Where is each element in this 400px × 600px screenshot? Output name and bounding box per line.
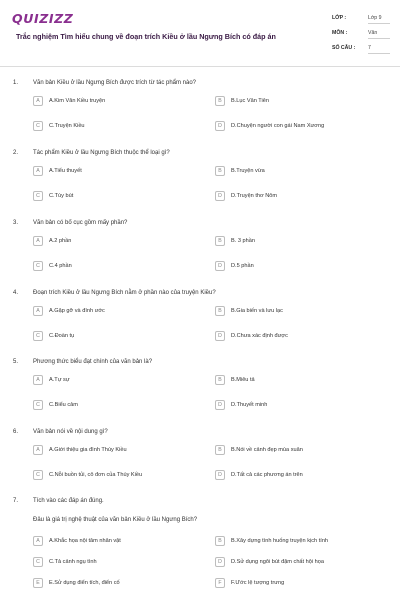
meta-row-class	[332, 13, 390, 28]
question-number: 6.	[13, 429, 19, 435]
option-text: B.Miêu tả	[231, 377, 255, 383]
option-key-box[interactable]: F	[215, 578, 225, 588]
worksheet-meta	[332, 13, 390, 58]
meta-row-subject	[332, 28, 390, 43]
option-c[interactable]	[33, 121, 193, 135]
option-text: A.Gặp gỡ và đính ước	[49, 308, 105, 314]
option-key-box[interactable]: A	[33, 375, 43, 385]
option-a[interactable]	[33, 236, 193, 250]
question-number: 1.	[13, 80, 19, 86]
option-text: D.5 phần	[231, 263, 254, 269]
worksheet-title: Trắc nghiệm Tìm hiểu chung về đoạn trích Kiều ở lầu Ngưng Bích có đáp án	[16, 32, 276, 41]
option-key-box[interactable]: B	[215, 445, 225, 455]
option-d[interactable]	[215, 331, 375, 345]
question-text: Văn bản Kiều ở lầu Ngưng Bích được trích từ tác phẩm nào?	[33, 80, 197, 86]
option-key-box[interactable]: E	[33, 578, 43, 588]
option-text: A.Tự sự	[49, 377, 70, 383]
option-text: C.4 phần	[49, 263, 72, 269]
option-text: C.Nỗi buồn tủi, cô đơn của Thúy Kiều	[49, 472, 143, 478]
meta-label: LỚP :	[332, 15, 347, 21]
option-text: B.Xây dựng tình huống truyện kịch tính	[231, 538, 329, 544]
quizizz-logo[interactable]: QUIZIZZ	[12, 11, 74, 26]
option-d[interactable]	[215, 400, 375, 414]
option-c[interactable]	[33, 400, 193, 414]
option-d[interactable]	[215, 191, 375, 205]
option-key-box[interactable]: C	[33, 121, 43, 131]
option-d[interactable]	[215, 470, 375, 484]
option-text: B.Gia biến và lưu lạc	[231, 308, 283, 314]
option-key-box[interactable]: B	[215, 236, 225, 246]
option-d[interactable]	[215, 261, 375, 275]
question-number: 4.	[13, 290, 19, 296]
option-text: D.Thuyết minh	[231, 402, 268, 408]
option-key-box[interactable]: C	[33, 557, 43, 567]
option-text: D.Truyện thơ Nôm	[231, 193, 278, 199]
option-d[interactable]	[215, 557, 375, 571]
question-text: Văn bản có bố cục gồm mấy phần?	[33, 220, 128, 226]
option-key-box[interactable]: A	[33, 236, 43, 246]
question-number: 3.	[13, 220, 19, 226]
option-key-box[interactable]: B	[215, 375, 225, 385]
option-key-box[interactable]: C	[33, 470, 43, 480]
meta-value: 7	[368, 45, 390, 54]
option-b[interactable]	[215, 96, 375, 110]
option-c[interactable]	[33, 261, 193, 275]
meta-value: Văn	[368, 30, 390, 39]
option-a[interactable]	[33, 375, 193, 389]
option-text: B.Nói về cảnh đẹp mùa xuân	[231, 447, 303, 453]
option-text: B. 3 phần	[231, 238, 255, 244]
option-c[interactable]	[33, 470, 193, 484]
option-text: A.Kim Vân Kiều truyện	[49, 98, 106, 104]
option-key-box[interactable]: D	[215, 191, 225, 201]
option-key-box[interactable]: C	[33, 191, 43, 201]
option-b[interactable]	[215, 536, 375, 550]
option-text: B.Lục Vân Tiên	[231, 98, 269, 104]
option-text: C.Biểu cảm	[49, 402, 78, 408]
option-key-box[interactable]: B	[215, 166, 225, 176]
option-text: A.Giới thiệu gia đình Thúy Kiều	[49, 447, 127, 453]
question-text: Phương thức biểu đạt chính của văn bản là?	[33, 359, 153, 365]
option-a[interactable]	[33, 306, 193, 320]
option-text: F.Ước lệ tượng trưng	[231, 580, 285, 586]
option-key-box[interactable]: A	[33, 306, 43, 316]
option-a[interactable]	[33, 445, 193, 459]
option-text: D.Sử dụng ngôi bút đậm chất hội họa	[231, 559, 324, 565]
option-text: D.Tất cả các phương án trên	[231, 472, 303, 478]
option-key-box[interactable]: D	[215, 331, 225, 341]
option-b[interactable]	[215, 375, 375, 389]
option-a[interactable]	[33, 536, 193, 550]
option-key-box[interactable]: A	[33, 536, 43, 546]
question-number: 2.	[13, 150, 19, 156]
option-key-box[interactable]: D	[215, 470, 225, 480]
question-text: Tác phẩm Kiều ở lầu Ngưng Bích thuộc thể loại gì?	[33, 150, 170, 156]
question-text: Tích vào các đáp án đúng.	[33, 498, 104, 504]
option-key-box[interactable]: C	[33, 400, 43, 410]
question-subtext: Đâu là giá trị nghệ thuật của văn bản Kiều ở lầu Ngưng Bích?	[33, 517, 198, 523]
option-c[interactable]	[33, 191, 193, 205]
option-text: A.Khắc họa nội tâm nhân vật	[49, 538, 121, 544]
option-text: B.Truyện vừa	[231, 168, 265, 174]
option-text: D.Chưa xác định được	[231, 333, 288, 339]
option-key-box[interactable]: B	[215, 96, 225, 106]
option-a[interactable]	[33, 166, 193, 180]
question-number: 5.	[13, 359, 19, 365]
option-f[interactable]	[215, 578, 375, 592]
option-key-box[interactable]: D	[215, 400, 225, 410]
option-text: C.Tùy bút	[49, 193, 74, 199]
option-b[interactable]	[215, 236, 375, 250]
option-text: A.2 phần	[49, 238, 72, 244]
option-text: C.Tả cảnh ngụ tình	[49, 559, 97, 565]
meta-value: Lớp 9	[368, 15, 390, 24]
worksheet-header	[0, 0, 400, 66]
option-key-box[interactable]: A	[33, 166, 43, 176]
option-b[interactable]	[215, 306, 375, 320]
question-text: Đoạn trích Kiều ở lầu Ngưng Bích nằm ở phần nào của truyện Kiều?	[33, 290, 216, 296]
option-d[interactable]	[215, 121, 375, 135]
option-a[interactable]	[33, 96, 193, 110]
option-key-box[interactable]: C	[33, 261, 43, 271]
meta-row-question-count	[332, 43, 390, 58]
option-text: D.Chuyện người con gái Nam Xương	[231, 123, 325, 129]
question-number: 7.	[13, 498, 19, 504]
option-text: E.Sử dụng điển tích, điển cố	[49, 580, 120, 586]
option-e[interactable]	[33, 578, 193, 592]
option-key-box[interactable]: D	[215, 557, 225, 567]
option-key-box[interactable]: D	[215, 121, 225, 131]
option-key-box[interactable]: B	[215, 306, 225, 316]
option-key-box[interactable]: C	[33, 331, 43, 341]
header-divider	[0, 66, 400, 67]
option-c[interactable]	[33, 331, 193, 345]
option-text: C.Truyện Kiều	[49, 123, 85, 129]
option-b[interactable]	[215, 445, 375, 459]
option-key-box[interactable]: A	[33, 96, 43, 106]
meta-label: MÔN :	[332, 30, 348, 36]
question-text: Văn bản nói về nội dung gì?	[33, 429, 108, 435]
option-c[interactable]	[33, 557, 193, 571]
meta-label: SỐ CÂU :	[332, 45, 356, 51]
option-b[interactable]	[215, 166, 375, 180]
option-text: C.Đoàn tụ	[49, 333, 75, 339]
option-key-box[interactable]: D	[215, 261, 225, 271]
option-key-box[interactable]: A	[33, 445, 43, 455]
option-key-box[interactable]: B	[215, 536, 225, 546]
option-text: A.Tiểu thuyết	[49, 168, 82, 174]
